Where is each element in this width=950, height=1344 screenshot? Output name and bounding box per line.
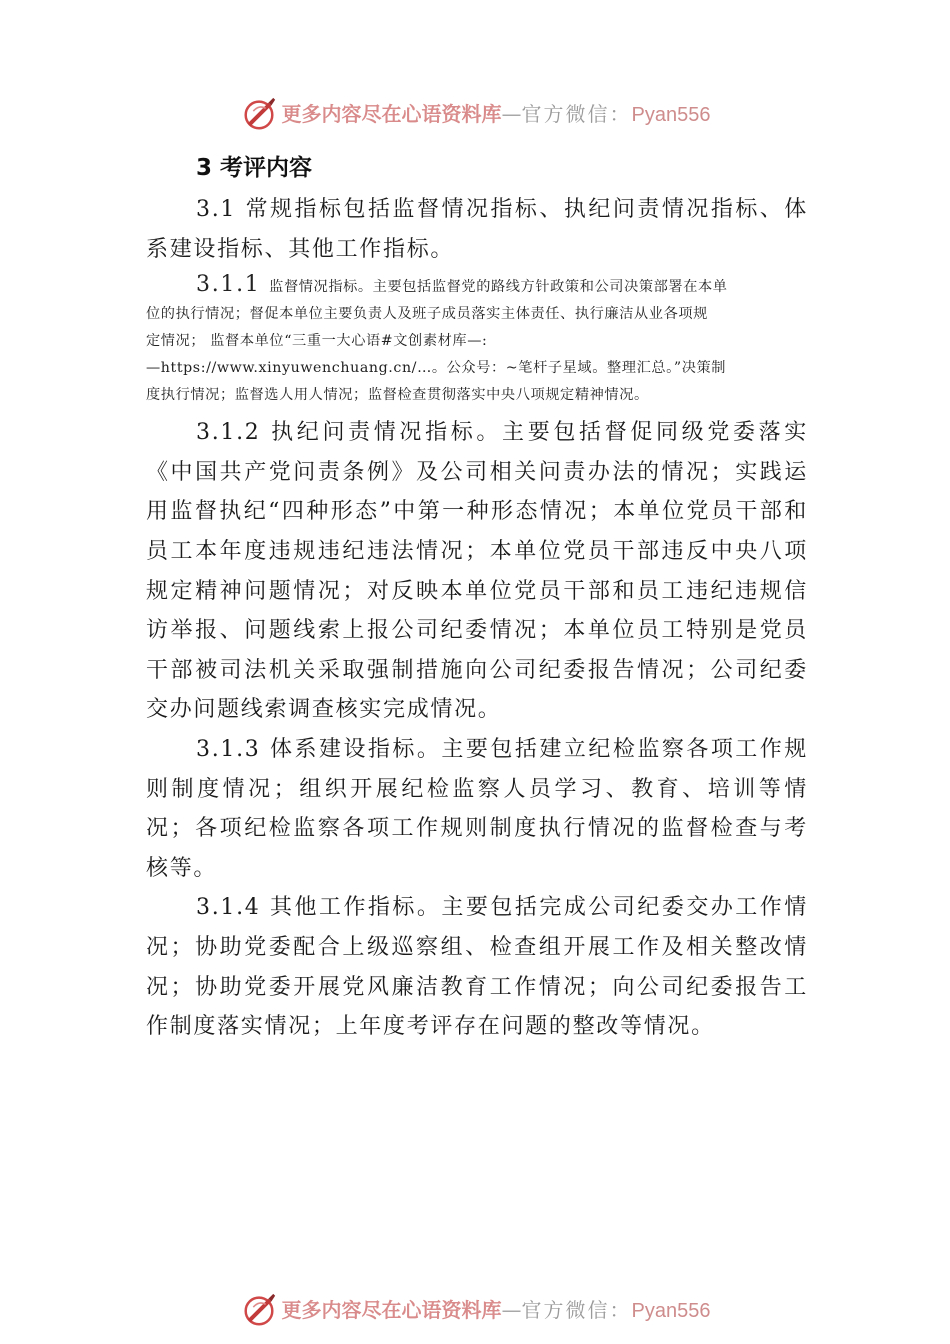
watermark-text (282, 95, 711, 134)
paragraph-3-1: 3.1 常规指标包括监督情况指标、执纪问责情况指标、体系建设指标、其他工作指标。 (146, 197, 808, 262)
watermark-main: 更多内容尽在心语资料库 (281, 1297, 502, 1322)
paragraph-3-1-1-number: 3.1.1 (196, 272, 270, 298)
watermark-dash: — (501, 101, 522, 126)
paragraph-3-1-1 (146, 271, 808, 409)
paragraph-3-1-1-line-5: 度执行情况；监督选人用人情况；监督检查贯彻落实中央八项规定精神情况。 (146, 387, 649, 404)
watermark-wechat-id: Pyan556 (631, 103, 711, 126)
paragraph-3-1-4: 3.1.4 其他工作指标。主要包括完成公司纪委交办工作情况；协助党委配合上级巡察组、检查组开展工作及相关整改情况；协助党委开展党风廉洁教育工作情况；向公司纪委报告工作制度落实情况；上年度考评存在问题的整改等情况。 (146, 895, 808, 1040)
paragraph-3-1-1-line-4: —https://www.xinyuwenchuang.cn/…。公众号：~笔杆子星域。整理汇总。”决策制 (146, 360, 727, 377)
watermark-main: 更多内容尽在心语资料库 (281, 101, 502, 126)
watermark-wechat-label: 官方微信： (521, 1297, 632, 1322)
paragraph-3-1-2: 3.1.2 执纪问责情况指标。主要包括督促同级党委落实《中国共产党问责条例》及公司相关问责办法的情况；实践运用监督执纪“四种形态”中第一种形态情况；本单位党员干部和员工本年度违规违纪违法情况；本单位党员干部违反中央八项规定精神问题情况；对反映本单位党员干部和员工违纪违规信访举报、问题线索上报公司纪委情况；本单位员工特别是党员干部被司法机关采取强制措施向公司纪委报告情况；公司纪委交办问题线索调查核实完成情况。 (146, 420, 808, 723)
paragraph-3-1-1-line-2: 位的执行情况；督促本单位主要负责人及班子成员落实主体责任、执行廉洁从业各项规 (146, 306, 708, 323)
pen-logo-icon (240, 95, 278, 133)
section-heading: 3 考评内容 (196, 155, 313, 181)
paragraph-3-1-1-line-1 (146, 271, 808, 301)
paragraph-3-1-3: 3.1.3 体系建设指标。主要包括建立纪检监察各项工作规则制度情况；组织开展纪检监察人员学习、教育、培训等情况；各项纪检监察各项工作规则制度执行情况的监督检查与考核等。 (146, 736, 808, 881)
paragraph-3-1-1-line-1-text: 监督情况指标。主要包括监督党的路线方针政策和公司决策部署在本单 (269, 279, 728, 296)
watermark-wechat-id: Pyan556 (631, 1299, 711, 1322)
document-body (146, 150, 808, 1047)
footer-watermark (0, 1290, 950, 1330)
watermark-dash: — (501, 1297, 522, 1322)
watermark-wechat-label: 官方微信： (521, 101, 632, 126)
header-watermark (0, 94, 950, 134)
paragraph-3-1-1-line-3: 定情况； 监督本单位“三重一大心语#文创素材库—: (146, 333, 488, 350)
pen-logo-icon (240, 1291, 278, 1329)
watermark-text (282, 1291, 711, 1330)
